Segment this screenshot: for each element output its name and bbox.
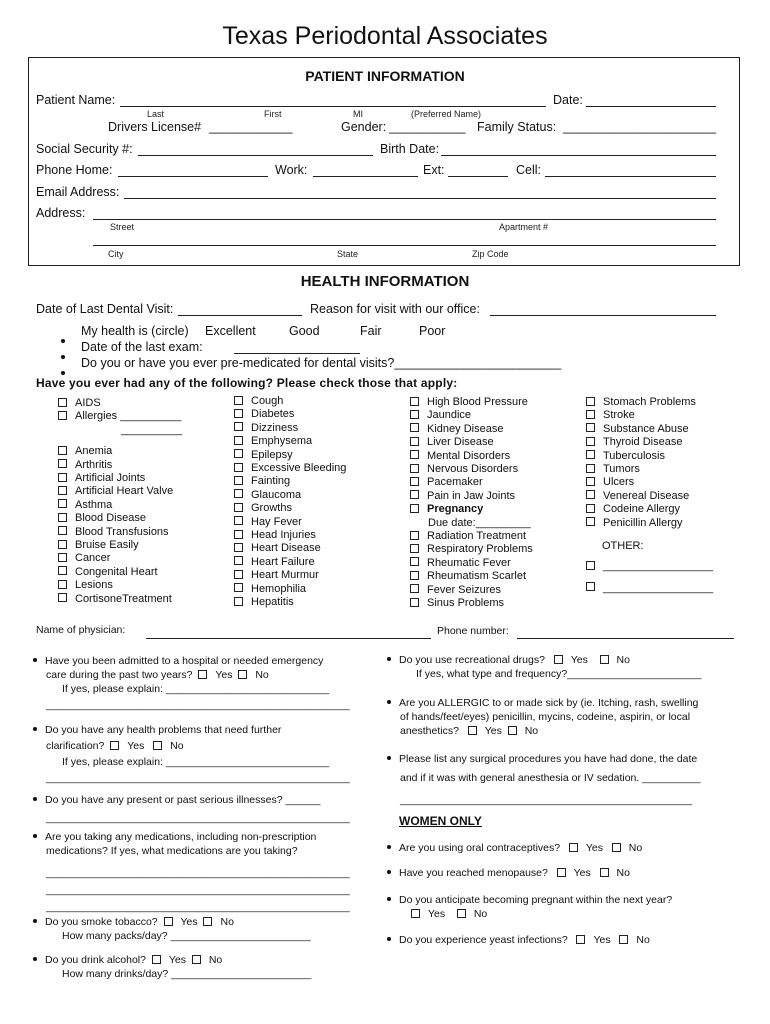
family-status-field[interactable]: ______________________ [563, 120, 716, 134]
condition-item[interactable]: Thyroid Disease [586, 436, 713, 449]
checkbox-icon[interactable] [612, 843, 621, 852]
condition-item[interactable]: Fainting [234, 475, 346, 488]
question-serious-illness: Do you have any present or past serious illnesses? ______ ____________________________________________________ [35, 793, 350, 825]
checkbox-icon[interactable] [58, 553, 67, 562]
checkbox-icon[interactable] [58, 473, 67, 482]
sub-last: Last [147, 109, 165, 119]
checkbox-icon[interactable] [586, 450, 595, 459]
checkbox-icon[interactable] [410, 598, 419, 607]
bullet-icon [387, 700, 391, 704]
checkbox-icon[interactable] [153, 741, 162, 750]
checkbox-icon[interactable] [58, 593, 67, 602]
checkbox-icon[interactable] [586, 490, 595, 499]
health-poor[interactable]: Poor [419, 324, 446, 338]
question-hospital: Have you been admitted to a hospital or needed emergency care during the past two years? Yes No If yes, please explain: ____________________________ ____________________________________________________ [35, 654, 350, 712]
condition-item[interactable]: Blood Transfusions [58, 526, 182, 539]
condition-item[interactable]: Jaundice [410, 409, 533, 422]
checkbox-icon[interactable] [586, 561, 595, 570]
checkbox-icon[interactable] [410, 477, 419, 486]
check-heading: Have you ever had any of the following? Please check those that apply: [36, 376, 458, 390]
condition-item[interactable]: Pain in Jaw Joints [410, 490, 533, 503]
sub-zip: Zip Code [472, 249, 509, 259]
condition-item[interactable]: Heart Failure [234, 556, 346, 569]
checkbox-icon[interactable] [234, 543, 243, 552]
condition-anemia[interactable]: Anemia [58, 445, 182, 458]
checkbox-icon[interactable] [234, 516, 243, 525]
physician-label: Name of physician: [36, 624, 126, 636]
condition-item[interactable]: Rheumatic Fever [410, 557, 533, 570]
checkbox-icon[interactable] [164, 917, 173, 926]
question-health-problems: Do you have any health problems that need further clarification? Yes No If yes, please explain: ____________________________ ____________________________________________________ [35, 723, 350, 785]
condition-item[interactable]: Blood Disease [58, 512, 182, 525]
checkbox-icon[interactable] [410, 557, 419, 566]
blank-line[interactable]: __________________________________________________ [400, 794, 692, 806]
ext-label: Ext: [423, 163, 445, 177]
checkbox-icon[interactable] [58, 446, 67, 455]
bullet-icon [387, 657, 391, 661]
question-contraceptives: Are you using oral contraceptives? Yes No [389, 841, 642, 855]
due-date-field[interactable]: Due date:_________ [428, 516, 531, 529]
condition-item[interactable]: Penicillin Allergy [586, 517, 713, 530]
bullet-icon [33, 919, 37, 923]
question-menopause: Have you reached menopause? Yes No [389, 866, 630, 880]
blank-line[interactable]: ____________________________________________________ [46, 884, 350, 896]
birth-date-label: Birth Date: [380, 142, 440, 156]
condition-item[interactable]: Pacemaker [410, 476, 533, 489]
bullet-icon [387, 937, 391, 941]
question-tobacco: Do you smoke tobacco? Yes No How many packs/day? ________________________ [35, 915, 311, 943]
checkbox-icon[interactable] [234, 503, 243, 512]
bullet-icon [387, 756, 391, 760]
checkbox-icon[interactable] [410, 410, 419, 419]
explain-field[interactable]: If yes, please explain: ____________________________ [62, 756, 330, 768]
checkbox-icon[interactable] [569, 843, 578, 852]
condition-item[interactable]: Liver Disease [410, 436, 533, 449]
email-label: Email Address: [36, 185, 120, 199]
checkbox-icon[interactable] [234, 489, 243, 498]
sub-mi: MI [353, 109, 363, 119]
checkbox-icon[interactable] [619, 935, 628, 944]
bullet-icon [33, 658, 37, 662]
ext-field[interactable] [448, 176, 508, 177]
last-visit-label: Date of Last Dental Visit: [36, 302, 174, 316]
physician-field[interactable] [146, 638, 431, 639]
condition-item[interactable]: Stroke [586, 409, 713, 422]
checkbox-icon[interactable] [203, 917, 212, 926]
checkbox-icon[interactable] [234, 597, 243, 606]
checkbox-icon[interactable] [557, 868, 566, 877]
condition-item[interactable]: Tumors [586, 463, 713, 476]
date-field[interactable] [586, 106, 716, 107]
last-exam-label: Date of the last exam: [81, 340, 203, 354]
question-pregnant: Do you anticipate becoming pregnant within the next year? Yes No [389, 893, 672, 921]
checkbox-icon[interactable] [410, 397, 419, 406]
checkbox-icon[interactable] [554, 655, 563, 664]
condition-item[interactable]: Diabetes [234, 408, 346, 421]
surgical-field[interactable]: and if it was with general anesthesia or IV sedation. __________ [400, 772, 701, 784]
ssn-field[interactable] [138, 155, 373, 156]
ssn-label: Social Security #: [36, 142, 133, 156]
cell-label: Cell: [516, 163, 542, 177]
bullet-icon [387, 870, 391, 874]
condition-pregnancy[interactable]: Pregnancy [410, 503, 533, 516]
checkbox-icon[interactable] [234, 583, 243, 592]
checkbox-icon[interactable] [600, 655, 609, 664]
checkbox-icon[interactable] [410, 450, 419, 459]
last-visit-field[interactable] [178, 315, 302, 316]
checkbox-icon[interactable] [58, 566, 67, 575]
drivers-license-field[interactable]: ____________ [209, 120, 293, 134]
checkbox-icon[interactable] [234, 422, 243, 431]
gender-label: Gender: [341, 120, 387, 134]
reason-field[interactable] [490, 315, 716, 316]
condition-column-4 [586, 396, 713, 595]
patient-name-label: Patient Name: [36, 93, 116, 107]
checkbox-icon[interactable] [234, 409, 243, 418]
checkbox-icon[interactable] [468, 726, 477, 735]
last-exam-field[interactable] [234, 353, 360, 354]
condition-item[interactable]: Cough [234, 395, 346, 408]
question-yeast: Do you experience yeast infections? Yes No [389, 933, 650, 947]
checkbox-icon[interactable] [586, 464, 595, 473]
checkbox-icon[interactable] [234, 476, 243, 485]
explain-field[interactable]: If yes, please explain: ____________________________ [62, 683, 330, 695]
work-field[interactable] [313, 176, 418, 177]
other-item-2[interactable]: __________________ [586, 582, 713, 595]
family-status-label: Family Status: [477, 120, 557, 134]
checkbox-icon[interactable] [411, 909, 420, 918]
health-fair[interactable]: Fair [360, 324, 382, 338]
checkbox-icon[interactable] [586, 582, 595, 591]
condition-item[interactable]: Glaucoma [234, 489, 346, 502]
checkbox-icon[interactable] [234, 570, 243, 579]
checkbox-icon[interactable] [234, 436, 243, 445]
checkbox-icon[interactable] [198, 670, 207, 679]
checkbox-icon[interactable] [58, 540, 67, 549]
condition-item[interactable]: Artificial Joints [58, 472, 182, 485]
condition-item[interactable]: Nervous Disorders [410, 463, 533, 476]
form-title: Texas Periodontal Associates [222, 22, 548, 50]
checkbox-icon[interactable] [410, 490, 419, 499]
patient-info-box [28, 57, 740, 266]
question-allergic: Are you ALLERGIC to or made sick by (ie. Itching, rash, swelling of hands/feet/eyes) penicillin, mycins, codeine, aspirin, or local anesthetics? Yes No [389, 696, 698, 738]
checkbox-icon[interactable] [410, 423, 419, 432]
sub-first: First [264, 109, 282, 119]
allergies-blank[interactable]: __________ [121, 423, 183, 436]
work-label: Work: [275, 163, 308, 177]
date-label: Date: [553, 93, 583, 107]
blank-line[interactable]: ____________________________________________________ [46, 772, 350, 784]
address-street-field[interactable] [93, 219, 716, 220]
drivers-license-label: Drivers License# [108, 120, 202, 134]
checkbox-icon[interactable] [586, 477, 595, 486]
checkbox-icon[interactable] [234, 396, 243, 405]
checkbox-icon[interactable] [58, 459, 67, 468]
condition-item[interactable]: Excessive Bleeding [234, 462, 346, 475]
condition-item[interactable]: Congenital Heart [58, 566, 182, 579]
checkbox-icon[interactable] [234, 449, 243, 458]
condition-item[interactable]: Radiation Treatment [410, 530, 533, 543]
checkbox-icon[interactable] [576, 935, 585, 944]
women-only-heading: WOMEN ONLY [399, 814, 482, 828]
condition-item[interactable]: Fever Seizures [410, 584, 533, 597]
checkbox-icon[interactable] [58, 499, 67, 508]
address-label: Address: [36, 206, 86, 220]
question-medications: Are you taking any medications, including non-prescription medications? If yes, what medications are you taking? ____________________________________________________ ____________________________________________________ ____________________________________________________ [35, 830, 350, 914]
condition-column-1 [58, 397, 182, 606]
checkbox-icon[interactable] [58, 580, 67, 589]
condition-item[interactable]: Artificial Heart Valve [58, 485, 182, 498]
address-city-field[interactable] [93, 245, 716, 246]
question-surgical: Please list any surgical procedures you have had done, the date and if it was with general anesthesia or IV sedation. __________ __________________________________________________ [389, 752, 701, 807]
other-item-1[interactable]: __________________ [586, 560, 713, 573]
checkbox-icon[interactable] [58, 411, 67, 420]
condition-item[interactable]: Epilepsy [234, 449, 346, 462]
birth-date-field[interactable] [441, 155, 716, 156]
condition-allergies[interactable]: Allergies __________ [58, 410, 182, 423]
checkbox-icon[interactable] [410, 504, 419, 513]
condition-item[interactable]: Heart Disease [234, 542, 346, 555]
condition-item[interactable]: Stomach Problems [586, 396, 713, 409]
checkbox-icon[interactable] [238, 670, 247, 679]
premedicated-question[interactable]: Do you or have you ever pre-medicated for dental visits?________________________ [81, 356, 562, 370]
packs-field[interactable]: How many packs/day? ________________________ [62, 930, 311, 942]
checkbox-icon[interactable] [410, 544, 419, 553]
checkbox-icon[interactable] [586, 437, 595, 446]
condition-item[interactable]: Lesions [58, 579, 182, 592]
condition-item[interactable]: Hay Fever [234, 516, 346, 529]
bullet-icon [33, 957, 37, 961]
checkbox-icon[interactable] [234, 530, 243, 539]
bullet-icon [387, 845, 391, 849]
phone-home-label: Phone Home: [36, 163, 113, 177]
health-info-heading: HEALTH INFORMATION [300, 273, 470, 290]
checkbox-icon[interactable] [410, 437, 419, 446]
condition-item[interactable]: Tuberculosis [586, 450, 713, 463]
blank-line[interactable]: ____________________________________________________ [46, 901, 350, 913]
checkbox-icon[interactable] [410, 531, 419, 540]
bullet-icon [33, 834, 37, 838]
bullet-icon [33, 727, 37, 731]
phone-number-label: Phone number: [437, 625, 509, 637]
condition-item[interactable]: Emphysema [234, 435, 346, 448]
sub-state: State [337, 249, 359, 259]
checkbox-icon[interactable] [586, 410, 595, 419]
checkbox-icon[interactable] [586, 517, 595, 526]
condition-item[interactable]: Heart Murmur [234, 569, 346, 582]
question-recreational-drugs: Do you use recreational drugs? Yes No If yes, what type and frequency?_______________________ [389, 653, 701, 681]
question-alcohol: Do you drink alcohol? Yes No How many drinks/day? ________________________ [35, 953, 311, 981]
bullet-icon [33, 797, 37, 801]
checkbox-icon[interactable] [58, 398, 67, 407]
sub-apartment: Apartment # [499, 222, 549, 232]
checkbox-icon[interactable] [234, 463, 243, 472]
phone-home-field[interactable] [118, 176, 268, 177]
condition-item[interactable]: Cancer [58, 552, 182, 565]
checkbox-icon[interactable] [410, 464, 419, 473]
blank-line[interactable]: ____________________________________________________ [46, 699, 350, 711]
checkbox-icon[interactable] [152, 955, 161, 964]
condition-item[interactable]: Dizziness [234, 422, 346, 435]
checkbox-icon[interactable] [110, 741, 119, 750]
sub-preferred: (Preferred Name) [411, 109, 482, 119]
cell-field[interactable] [545, 176, 716, 177]
checkbox-icon[interactable] [586, 504, 595, 513]
health-circle-label: My health is (circle) [81, 324, 189, 338]
checkbox-icon[interactable] [410, 584, 419, 593]
condition-column-2 [234, 395, 346, 610]
condition-item[interactable]: Substance Abuse [586, 423, 713, 436]
checkbox-icon[interactable] [586, 423, 595, 432]
condition-item[interactable]: Hemophilia [234, 583, 346, 596]
email-field[interactable] [124, 198, 716, 199]
condition-item[interactable]: CortisoneTreatment [58, 593, 182, 606]
condition-item[interactable]: Rheumatism Scarlet [410, 570, 533, 583]
condition-item[interactable]: Hepatitis [234, 596, 346, 609]
condition-item[interactable]: Growths [234, 502, 346, 515]
sub-street: Street [110, 222, 135, 232]
condition-item[interactable]: Head Injuries [234, 529, 346, 542]
condition-column-3 [410, 396, 533, 611]
patient-name-field[interactable] [120, 106, 546, 107]
checkbox-icon[interactable] [234, 556, 243, 565]
checkbox-icon[interactable] [508, 726, 517, 735]
checkbox-icon[interactable] [192, 955, 201, 964]
other-label: OTHER: [602, 540, 644, 553]
checkbox-icon[interactable] [58, 486, 67, 495]
condition-item[interactable]: High Blood Pressure [410, 396, 533, 409]
gender-field[interactable]: ___________ [389, 120, 466, 134]
phone-number-field[interactable] [517, 638, 734, 639]
drinks-field[interactable]: How many drinks/day? ________________________ [62, 968, 312, 980]
reason-label: Reason for visit with our office: [310, 302, 480, 316]
condition-item[interactable]: Mental Disorders [410, 450, 533, 463]
condition-aids[interactable]: AIDS [58, 397, 182, 410]
condition-item[interactable]: Venereal Disease [586, 490, 713, 503]
bullet-icon [387, 897, 391, 901]
condition-item[interactable]: Ulcers [586, 476, 713, 489]
drug-type-field[interactable]: If yes, what type and frequency?_______________________ [416, 668, 702, 680]
condition-item[interactable]: Arthritis [58, 459, 182, 472]
checkbox-icon[interactable] [410, 571, 419, 580]
condition-item[interactable]: Respiratory Problems [410, 543, 533, 556]
checkbox-icon[interactable] [600, 868, 609, 877]
sub-city: City [108, 249, 124, 259]
patient-info-heading: PATIENT INFORMATION [305, 68, 465, 84]
condition-item[interactable]: Codeine Allergy [586, 503, 713, 516]
checkbox-icon[interactable] [58, 526, 67, 535]
condition-item[interactable]: Bruise Easily [58, 539, 182, 552]
checkbox-icon[interactable] [586, 397, 595, 406]
health-excellent[interactable]: Excellent [205, 324, 256, 338]
condition-item[interactable]: Kidney Disease [410, 423, 533, 436]
blank-line[interactable]: ____________________________________________________ [46, 867, 350, 879]
blank-line[interactable]: ____________________________________________________ [46, 812, 350, 824]
checkbox-icon[interactable] [58, 513, 67, 522]
condition-item[interactable]: Asthma [58, 499, 182, 512]
health-good[interactable]: Good [289, 324, 320, 338]
condition-item[interactable]: Sinus Problems [410, 597, 533, 610]
checkbox-icon[interactable] [457, 909, 466, 918]
